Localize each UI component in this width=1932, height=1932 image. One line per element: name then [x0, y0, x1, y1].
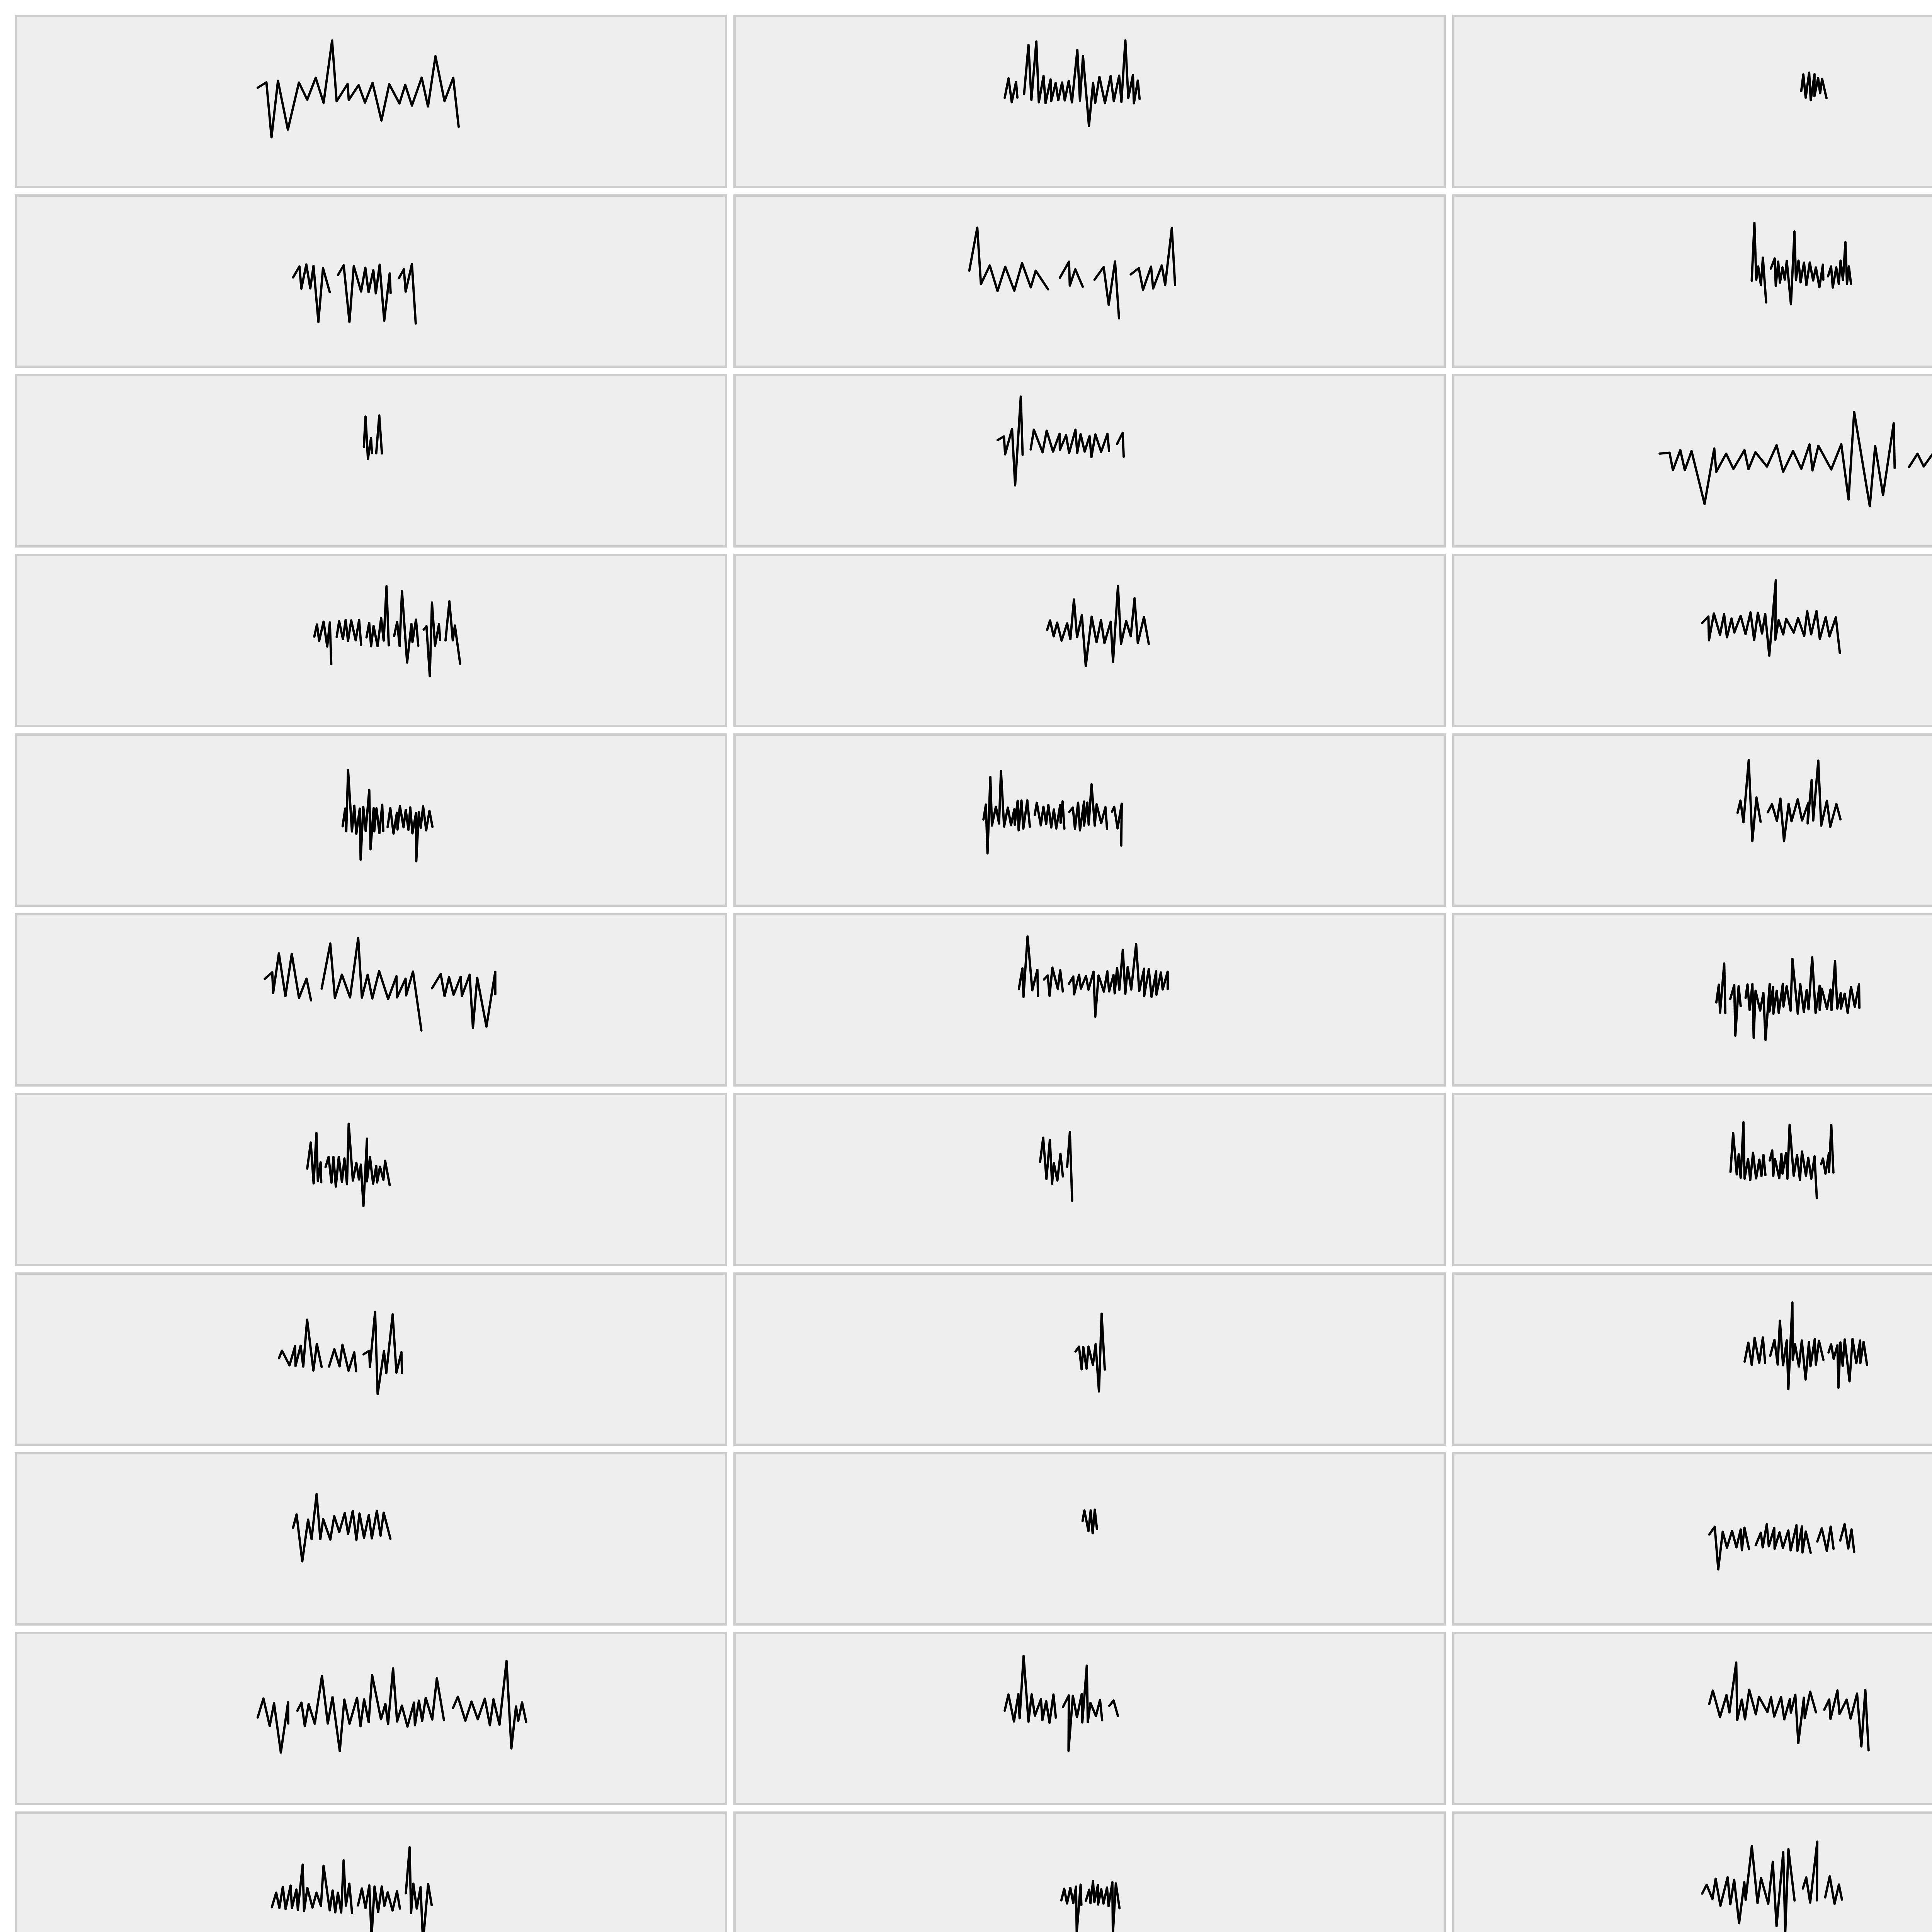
- handwriting-scribble: [736, 1814, 1444, 1932]
- ink-stroke: [307, 1124, 389, 1206]
- handwriting-scribble: [736, 1634, 1444, 1803]
- ink-stroke: [1005, 41, 1139, 126]
- handwriting-scribble: [1454, 736, 1932, 905]
- ink-stroke: [314, 586, 460, 676]
- ink-stroke: [1730, 1122, 1837, 1198]
- handwriting-scribble: [17, 1814, 725, 1932]
- handwriting-cell-r6-c1: [15, 913, 727, 1087]
- ink-stroke: [1040, 1132, 1072, 1201]
- ink-stroke: [1752, 223, 1851, 304]
- ink-stroke: [343, 770, 437, 861]
- handwriting-scribble: [736, 1275, 1444, 1444]
- ink-stroke: [1709, 1524, 1854, 1570]
- handwriting-cell-r4-c2: [733, 554, 1446, 727]
- handwriting-scribble: [1454, 1814, 1932, 1932]
- handwriting-cell-r3-c2: [733, 374, 1446, 548]
- handwriting-scribble: [1454, 376, 1932, 545]
- handwriting-scribble: [1454, 915, 1932, 1084]
- handwriting-cell-r2-c1: [15, 194, 727, 368]
- handwriting-scribble: [1454, 556, 1932, 725]
- ink-stroke: [1660, 412, 1932, 506]
- handwriting-scribble: [736, 1454, 1444, 1623]
- ink-stroke: [1801, 73, 1827, 100]
- handwriting-scribble: [736, 17, 1444, 186]
- handwriting-scribble: [17, 736, 725, 905]
- handwriting-scribble: [1454, 1095, 1932, 1264]
- ink-stroke: [1716, 957, 1859, 1040]
- handwriting-scribble: [736, 556, 1444, 725]
- handwriting-cell-r9-c1: [15, 1452, 727, 1626]
- handwriting-cell-r5-c3: [1452, 733, 1932, 907]
- ink-stroke: [279, 1312, 402, 1394]
- handwriting-cell-r1-c2: [733, 15, 1446, 188]
- ink-stroke: [1019, 936, 1168, 1017]
- handwriting-scribble: [1454, 1634, 1932, 1803]
- handwriting-cell-r5-c2: [733, 733, 1446, 907]
- ink-stroke: [258, 1661, 526, 1753]
- handwriting-cell-r8-c3: [1452, 1272, 1932, 1446]
- handwriting-scribble: [736, 1095, 1444, 1264]
- ink-stroke: [258, 41, 472, 138]
- ink-stroke: [265, 938, 495, 1030]
- handwriting-cell-r6-c2: [733, 913, 1446, 1087]
- ink-stroke: [1738, 760, 1840, 841]
- ink-stroke: [1083, 1510, 1101, 1533]
- handwriting-scribble: [17, 915, 725, 1084]
- handwriting-cell-r11-c3: [1452, 1811, 1932, 1932]
- ink-stroke: [293, 264, 424, 323]
- handwriting-scribble: [17, 556, 725, 725]
- handwriting-cell-r3-c1: [15, 374, 727, 548]
- handwriting-scribble: [736, 736, 1444, 905]
- handwriting-sample-grid: [15, 15, 1932, 1932]
- handwriting-cell-r2-c2: [733, 194, 1446, 368]
- ink-stroke: [1702, 1842, 1842, 1932]
- handwriting-cell-r10-c2: [733, 1632, 1446, 1805]
- handwriting-cell-r1-c3: [1452, 15, 1932, 188]
- ink-stroke: [969, 228, 1175, 318]
- handwriting-scribble: [17, 376, 725, 545]
- handwriting-cell-r10-c1: [15, 1632, 727, 1805]
- ink-stroke: [983, 771, 1126, 853]
- ink-stroke: [272, 1847, 432, 1932]
- handwriting-scribble: [1454, 1275, 1932, 1444]
- ink-stroke: [1702, 580, 1840, 656]
- ink-stroke: [1005, 1656, 1118, 1751]
- handwriting-cell-r10-c3: [1452, 1632, 1932, 1805]
- ink-stroke: [364, 415, 382, 459]
- ink-stroke: [1075, 1314, 1105, 1392]
- handwriting-cell-r8-c1: [15, 1272, 727, 1446]
- handwriting-scribble: [1454, 1454, 1932, 1623]
- handwriting-cell-r2-c3: [1452, 194, 1932, 368]
- handwriting-cell-r7-c3: [1452, 1093, 1932, 1266]
- ink-stroke: [998, 396, 1124, 485]
- handwriting-scribble: [736, 197, 1444, 366]
- handwriting-scribble: [17, 1634, 725, 1803]
- handwriting-scribble: [736, 376, 1444, 545]
- handwriting-scribble: [1454, 197, 1932, 366]
- handwriting-cell-r5-c1: [15, 733, 727, 907]
- handwriting-cell-r9-c3: [1452, 1452, 1932, 1626]
- handwriting-scribble: [17, 1454, 725, 1623]
- handwriting-cell-r1-c1: [15, 15, 727, 188]
- ink-stroke: [1047, 586, 1149, 666]
- handwriting-cell-r8-c2: [733, 1272, 1446, 1446]
- ink-stroke: [1745, 1303, 1867, 1389]
- handwriting-cell-r6-c3: [1452, 913, 1932, 1087]
- handwriting-cell-r4-c1: [15, 554, 727, 727]
- handwriting-scribble: [17, 1095, 725, 1264]
- ink-stroke: [293, 1494, 390, 1561]
- ink-stroke: [1709, 1663, 1869, 1750]
- handwriting-cell-r7-c1: [15, 1093, 727, 1266]
- handwriting-cell-r9-c2: [733, 1452, 1446, 1626]
- handwriting-scribble: [736, 915, 1444, 1084]
- handwriting-scribble: [1454, 17, 1932, 186]
- handwriting-scribble: [17, 1275, 725, 1444]
- handwriting-cell-r11-c1: [15, 1811, 727, 1932]
- handwriting-cell-r3-c3: [1452, 374, 1932, 548]
- handwriting-cell-r4-c3: [1452, 554, 1932, 727]
- handwriting-cell-r7-c2: [733, 1093, 1446, 1266]
- handwriting-scribble: [17, 17, 725, 186]
- handwriting-scribble: [17, 197, 725, 366]
- ink-stroke: [1061, 1881, 1120, 1932]
- handwriting-cell-r11-c2: [733, 1811, 1446, 1932]
